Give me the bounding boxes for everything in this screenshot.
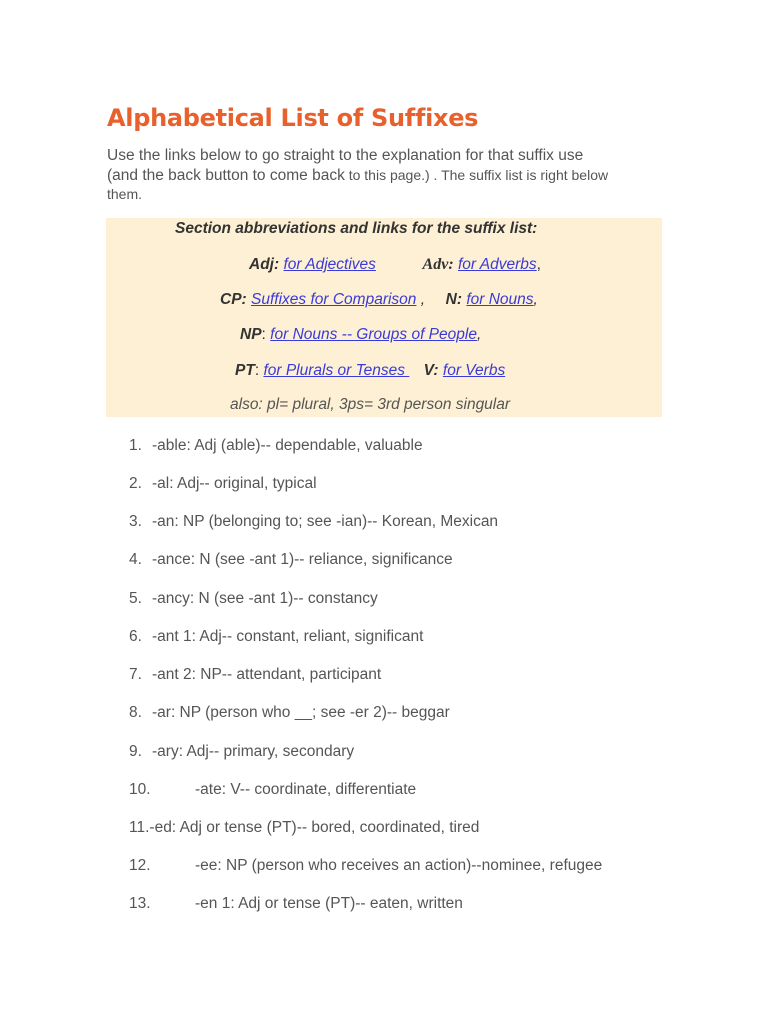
list-item-text: -able: Adj (able)-- dependable, valuable	[152, 437, 423, 454]
list-item-number: 8.	[129, 704, 142, 721]
list-item-text: -al: Adj-- original, typical	[152, 475, 317, 492]
list-item	[129, 895, 463, 913]
n-label: N:	[445, 291, 463, 308]
list-item-number: 3.	[129, 513, 142, 530]
adv-trail: ,	[536, 256, 541, 273]
list-item-text: -ar: NP (person who __; see -er 2)-- beggar	[152, 704, 450, 721]
v-label: V:	[423, 362, 439, 379]
list-item-text: -ate: V-- coordinate, differentiate	[195, 781, 417, 798]
list-item-text: -ed: Adj or tense (PT)-- bored, coordinated, tired	[149, 819, 480, 836]
pt-label: PT	[235, 362, 255, 379]
abbrev-row-np	[240, 326, 768, 344]
list-item-number: 2.	[129, 475, 142, 492]
list-item	[129, 551, 453, 569]
nouns-link[interactable]: for Nouns	[466, 291, 534, 308]
list-item-number: 9.	[129, 743, 142, 760]
list-item-text: -ary: Adj-- primary, secondary	[152, 743, 355, 760]
list-item-number: 7.	[129, 666, 142, 683]
abbreviations-heading: Section abbreviations and links for the suffix list:	[175, 220, 538, 237]
list-item-text: -ancy: N (see -ant 1)-- constancy	[152, 590, 378, 607]
list-item	[129, 743, 354, 761]
list-item-text: -ee: NP (person who receives an action)--nominee, refugee	[195, 857, 603, 874]
adv-label: Adv:	[422, 256, 454, 273]
abbrev-row-adj-adv	[249, 256, 768, 274]
adj-label: Adj:	[249, 256, 280, 273]
np-label: NP	[240, 326, 262, 343]
list-item	[129, 513, 498, 531]
list-item-number: 13.	[129, 895, 151, 912]
intro-line-2b: to this page.) . The suffix list is right below	[344, 166, 609, 183]
list-item	[129, 704, 450, 722]
verbs-link[interactable]: for Verbs	[442, 362, 506, 379]
list-item	[129, 437, 423, 455]
list-item	[129, 819, 479, 837]
list-item-number: 12.	[129, 857, 151, 874]
abbreviations-box	[106, 218, 662, 417]
list-item	[129, 628, 423, 646]
list-item	[129, 857, 602, 875]
np-trail: ,	[476, 326, 482, 343]
list-item-text: -en 1: Adj or tense (PT)-- eaten, written	[195, 895, 463, 912]
np-colon: :	[261, 326, 266, 343]
list-item-number: 10.	[129, 781, 151, 798]
list-item-number: 4.	[129, 551, 142, 568]
comparison-link[interactable]: Suffixes for Comparison	[251, 291, 417, 308]
page-title: Alphabetical List of Suffixes	[107, 104, 479, 132]
list-item-text: -ance: N (see -ant 1)-- reliance, significance	[152, 551, 453, 568]
list-item-text: -ant 1: Adj-- constant, reliant, significant	[152, 628, 424, 645]
adjectives-link[interactable]: for Adjectives	[283, 256, 376, 273]
intro-paragraph	[107, 146, 667, 205]
groups-of-people-link[interactable]: for Nouns -- Groups of People	[270, 326, 477, 343]
abbrev-row-pt-v	[235, 362, 768, 380]
intro-line-2a: (and the back button to come back	[107, 166, 345, 184]
list-item	[129, 590, 378, 608]
list-item-number: 5.	[129, 590, 142, 607]
list-item	[129, 666, 381, 684]
plurals-tenses-link[interactable]: for Plurals or Tenses	[263, 362, 410, 379]
cp-trail: ,	[416, 291, 426, 308]
n-trail: ,	[533, 291, 538, 308]
intro-line-1: Use the links below to go straight to the explanation for that suffix use	[107, 147, 584, 164]
pt-colon: :	[254, 362, 260, 379]
list-item-number: 1.	[129, 437, 142, 454]
list-item	[129, 475, 317, 493]
list-item-text: -ant 2: NP-- attendant, participant	[152, 666, 382, 683]
intro-line-2	[107, 166, 667, 186]
adverbs-link[interactable]: for Adverbs	[457, 256, 537, 273]
list-item	[129, 781, 416, 799]
also-note: also: pl= plural, 3ps= 3rd person singular	[230, 396, 511, 413]
list-item-text: -an: NP (belonging to; see -ian)-- Korean, Mexican	[152, 513, 499, 530]
intro-line-3: them.	[107, 186, 143, 202]
list-item-number: 11.	[129, 819, 150, 836]
abbrev-row-cp-n	[220, 291, 768, 309]
cp-label: CP:	[220, 291, 247, 308]
list-item-number: 6.	[129, 628, 142, 645]
